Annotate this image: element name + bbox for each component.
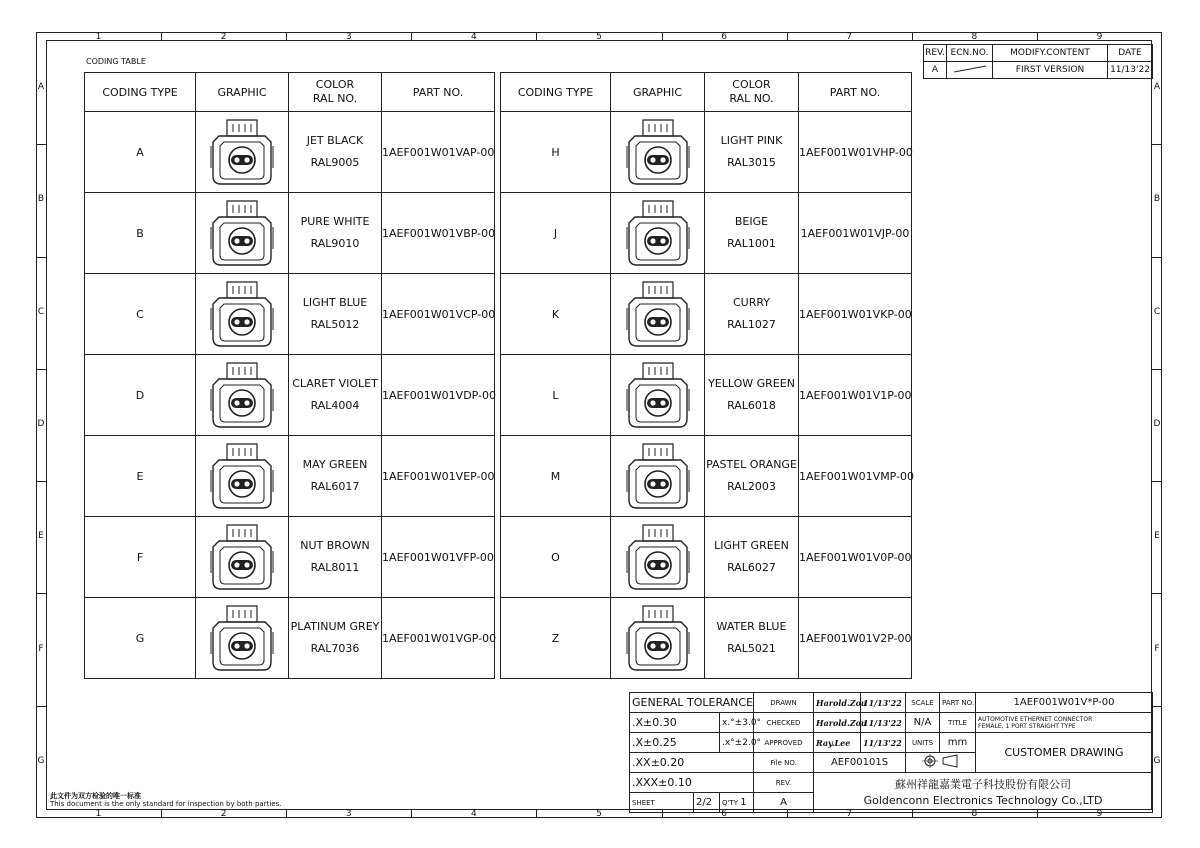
color-cell (289, 355, 382, 436)
tolerance-x: .X±0.30 (630, 713, 720, 733)
ecn-value (947, 62, 993, 79)
zone-column-number: 5 (596, 32, 602, 42)
zone-tick (36, 593, 46, 594)
zone-tick (36, 706, 46, 707)
connector-graphic-icon (207, 116, 277, 188)
ral-number: RAL2003 (727, 480, 776, 493)
zone-row-letter: C (37, 306, 45, 317)
zone-tick (1152, 706, 1162, 707)
color-name: YELLOW GREEN (708, 377, 795, 390)
drawn-signature: Harold.Zou (814, 693, 861, 713)
ecn-header: ECN.NO. (947, 45, 993, 62)
ral-number: RAL1027 (727, 318, 776, 331)
file-no-label: File NO. (754, 753, 814, 773)
table-row (85, 112, 495, 193)
zone-column-number: 1 (95, 809, 102, 819)
zone-row-letter: B (37, 194, 45, 205)
header-coding-type: CODING TYPE (501, 73, 611, 112)
connector-graphic-icon (207, 521, 277, 593)
zone-column-number: 2 (220, 32, 227, 42)
zone-tick (36, 481, 46, 482)
ral-number: RAL1001 (727, 237, 776, 250)
zone-tick (912, 32, 913, 40)
graphic-cell (611, 598, 705, 679)
table-row (85, 517, 495, 598)
part-no-cell: 1AEF001W01VHP-00 (799, 112, 912, 193)
color-cell (705, 517, 799, 598)
rev-value: A (924, 62, 947, 79)
zone-column-number: 2 (220, 809, 227, 819)
color-name: PASTEL ORANGE (706, 458, 797, 471)
ral-number: RAL9010 (310, 237, 360, 250)
header-color: COLOR RAL NO. (705, 73, 799, 112)
ral-number: RAL8011 (310, 561, 360, 574)
coding-type-cell: O (501, 517, 611, 598)
footer-note-en: This document is the only standard for inspection by both parties. (50, 800, 282, 808)
coding-type-cell: M (501, 436, 611, 517)
zone-row-letter: D (1153, 419, 1161, 429)
ral-number: RAL5021 (727, 642, 776, 655)
drawing-title: AUTOMOTIVE ETHERNET CONNECTOR FEMALE, 1 PORT STRAIGHT TYPE (976, 713, 1153, 733)
color-cell (289, 436, 382, 517)
coding-type-cell: F (85, 517, 196, 598)
rev-header: REV. (924, 45, 947, 62)
general-tolerance-label: GENERAL TOLERANCE (630, 693, 754, 713)
coding-type-cell: A (85, 112, 196, 193)
zone-tick (36, 369, 46, 370)
color-cell (289, 517, 382, 598)
coding-type-cell: B (85, 193, 196, 274)
graphic-cell (611, 436, 705, 517)
graphic-cell (196, 112, 289, 193)
header-part-no: PART NO. (382, 73, 495, 112)
zone-tick (1152, 144, 1162, 145)
zone-row-letter: D (37, 419, 45, 429)
zone-tick (411, 32, 412, 40)
connector-graphic-icon (207, 602, 277, 674)
header-color: COLOR RAL NO. (289, 73, 382, 112)
color-name: LIGHT GREEN (714, 539, 789, 552)
connector-graphic-icon (623, 116, 693, 188)
color-cell (289, 112, 382, 193)
zone-row-letter: A (1153, 82, 1161, 93)
footer-note-cn: 此文件为双方检验的唯一标准 (50, 792, 141, 800)
rev-value-title: A (754, 793, 814, 813)
color-cell (289, 193, 382, 274)
table-row (501, 193, 912, 274)
part-no-cell: 1AEF001W01VBP-00 (382, 193, 495, 274)
tolerance-angle-1: x.°±3.0° (720, 713, 754, 733)
connector-graphic-icon (207, 359, 277, 431)
connector-graphic-icon (623, 440, 693, 512)
part-no-cell: 1AEF001W01VGP-00 (382, 598, 495, 679)
zone-column-number: 9 (1096, 809, 1103, 819)
table-row (501, 436, 912, 517)
zone-row-letter: F (1154, 643, 1160, 654)
color-cell (705, 355, 799, 436)
connector-graphic-icon (207, 278, 277, 350)
coding-type-cell: L (501, 355, 611, 436)
color-name: CLARET VIOLET (292, 377, 378, 390)
zone-column-number: 4 (471, 32, 477, 42)
part-no-cell: 1AEF001W01VKP-00 (799, 274, 912, 355)
table-row (85, 193, 495, 274)
zone-column-number: 8 (971, 32, 978, 42)
sheet-value: 2/2 (694, 793, 720, 813)
graphic-cell (611, 517, 705, 598)
approved-signature: Ray.Lee (814, 733, 861, 753)
zone-tick (36, 144, 46, 145)
units-value: mm (940, 733, 976, 753)
table-row (85, 598, 495, 679)
color-cell (705, 112, 799, 193)
table-row (85, 274, 495, 355)
coding-type-cell: J (501, 193, 611, 274)
table-row (501, 274, 912, 355)
color-cell (705, 436, 799, 517)
color-name: BEIGE (734, 215, 769, 228)
color-name: PURE WHITE (300, 215, 370, 228)
revision-table (923, 44, 1153, 79)
zone-row-letter: A (37, 82, 45, 93)
ral-number: RAL3015 (727, 156, 776, 169)
color-cell (289, 598, 382, 679)
ral-number: RAL5012 (310, 318, 360, 331)
part-no-cell: 1AEF001W01V0P-00 (799, 517, 912, 598)
drawn-date: 11/13'22 (861, 693, 906, 713)
part-no-cell: 1AEF001W01V2P-00 (799, 598, 912, 679)
modify-content-value: FIRST VERSION (993, 62, 1108, 79)
graphic-cell (196, 274, 289, 355)
connector-graphic-icon (207, 440, 277, 512)
graphic-cell (611, 193, 705, 274)
table-row (501, 112, 912, 193)
units-label: UNITS (906, 733, 940, 753)
part-no-cell: 1AEF001W01VAP-00 (382, 112, 495, 193)
zone-row-letter: E (1154, 531, 1160, 542)
ecn-slash-mark (950, 64, 990, 74)
connector-graphic-icon (623, 359, 693, 431)
ral-number: RAL6018 (727, 399, 776, 412)
coding-type-cell: D (85, 355, 196, 436)
title-label: TITLE (940, 713, 976, 733)
ral-number: RAL6017 (310, 480, 360, 493)
zone-column-number: 4 (471, 809, 477, 819)
header-graphic: GRAPHIC (611, 73, 705, 112)
graphic-cell (196, 598, 289, 679)
company-name: 蘇州祥龍嘉業電子科技股份有限公司 Goldenconn Electronics Technology Co.,LTD (814, 773, 1153, 813)
zone-column-number: 7 (846, 809, 853, 819)
zone-column-number: 3 (345, 32, 352, 42)
part-no-cell: 1AEF001W01VDP-00 (382, 355, 495, 436)
graphic-cell (196, 517, 289, 598)
checked-label: CHECKED (754, 713, 814, 733)
approved-date: 11/13'22 (861, 733, 906, 753)
connector-graphic-icon (623, 197, 693, 269)
table-row (501, 517, 912, 598)
zone-row-letter: C (1153, 306, 1161, 317)
connector-graphic-icon (623, 521, 693, 593)
checked-signature: Harold.Zou (814, 713, 861, 733)
color-name: PLATINUM GREY (290, 620, 380, 633)
part-no-cell: 1AEF001W01V1P-00 (799, 355, 912, 436)
zone-tick (286, 810, 287, 818)
zone-tick (787, 32, 788, 40)
table-title: CODING TABLE (86, 57, 146, 66)
color-cell (289, 274, 382, 355)
zone-tick (536, 810, 537, 818)
ral-number: RAL6027 (727, 561, 776, 574)
color-name: MAY GREEN (302, 458, 368, 471)
zone-tick (411, 810, 412, 818)
coding-type-cell: C (85, 274, 196, 355)
date-value: 11/13'22 (1108, 62, 1153, 79)
date-header: DATE (1108, 45, 1153, 62)
rev-label: REV. (754, 773, 814, 793)
color-name: NUT BROWN (300, 539, 370, 552)
file-no-value: AEF00101S (814, 753, 906, 773)
color-name: LIGHT BLUE (302, 296, 368, 309)
color-name: LIGHT PINK (720, 134, 783, 147)
part-no-cell: 1AEF001W01VFP-00 (382, 517, 495, 598)
table-row (85, 355, 495, 436)
zone-column-number: 5 (596, 809, 602, 819)
qty-label: Q'TY 1 (720, 793, 754, 813)
connector-graphic-icon (207, 197, 277, 269)
zone-tick (36, 257, 46, 258)
zone-column-number: 9 (1096, 32, 1103, 42)
approved-label: APPROVED (754, 733, 814, 753)
graphic-cell (196, 436, 289, 517)
coding-type-cell: G (85, 598, 196, 679)
coding-table-left (84, 72, 495, 679)
zone-column-number: 6 (721, 32, 727, 42)
zone-tick (1037, 32, 1038, 40)
graphic-cell (611, 112, 705, 193)
table-row (85, 436, 495, 517)
color-cell (705, 193, 799, 274)
tolerance-angle-2: .x°±2.0° (720, 733, 754, 753)
zone-row-letter: G (37, 755, 45, 766)
zone-row-letter: G (1153, 755, 1161, 766)
tolerance-xx: .X±0.25 (630, 733, 720, 753)
connector-graphic-icon (623, 602, 693, 674)
header-part-no: PART NO. (799, 73, 912, 112)
color-name: CURRY (732, 296, 771, 309)
part-no-cell: 1AEF001W01VMP-00 (799, 436, 912, 517)
table-row (501, 598, 912, 679)
coding-type-cell: H (501, 112, 611, 193)
header-coding-type: CODING TYPE (85, 73, 196, 112)
zone-tick (1152, 369, 1162, 370)
title-block (629, 692, 1153, 813)
coding-table-right (500, 72, 915, 679)
tolerance-xxx: .XX±0.20 (630, 753, 754, 773)
zone-column-number: 6 (721, 809, 727, 819)
part-no-cell: 1AEF001W01VCP-00 (382, 274, 495, 355)
part-no-label: PART NO. (940, 693, 976, 713)
scale-label: SCALE (906, 693, 940, 713)
color-cell (705, 598, 799, 679)
connector-graphic-icon (623, 278, 693, 350)
zone-row-letter: F (38, 643, 44, 654)
scale-value: N/A (906, 713, 940, 733)
zone-tick (662, 32, 663, 40)
zone-tick (286, 32, 287, 40)
header-graphic: GRAPHIC (196, 73, 289, 112)
color-name: WATER BLUE (716, 620, 787, 633)
coding-type-cell: Z (501, 598, 611, 679)
table-row (501, 355, 912, 436)
zone-row-letter: E (38, 531, 44, 542)
graphic-cell (611, 355, 705, 436)
part-no-cell: 1AEF001W01VEP-00 (382, 436, 495, 517)
zone-tick (1152, 481, 1162, 482)
graphic-cell (196, 355, 289, 436)
zone-column-number: 7 (846, 32, 853, 42)
document-type: CUSTOMER DRAWING (976, 733, 1153, 773)
zone-tick (161, 810, 162, 818)
part-no-cell: 1AEF001W01VJP-00 (799, 193, 912, 274)
zone-column-number: 8 (971, 809, 978, 819)
coding-type-cell: K (501, 274, 611, 355)
coding-type-cell: E (85, 436, 196, 517)
ral-number: RAL7036 (310, 642, 360, 655)
zone-tick (1152, 593, 1162, 594)
zone-tick (161, 32, 162, 40)
graphic-cell (196, 193, 289, 274)
projection-symbol-icon (906, 753, 976, 773)
tolerance-xxxx: .XXX±0.10 (630, 773, 754, 793)
zone-column-number: 3 (345, 809, 352, 819)
graphic-cell (611, 274, 705, 355)
color-name: JET BLACK (306, 134, 364, 147)
color-cell (705, 274, 799, 355)
zone-tick (536, 32, 537, 40)
ral-number: RAL9005 (310, 156, 360, 169)
zone-tick (1152, 257, 1162, 258)
ral-number: RAL4004 (310, 399, 360, 412)
checked-date: 11/13'22 (861, 713, 906, 733)
part-no-value: 1AEF001W01V*P-00 (976, 693, 1153, 713)
zone-row-letter: B (1153, 194, 1161, 205)
sheet-label: SHEET (630, 793, 694, 813)
drawn-label: DRAWN (754, 693, 814, 713)
modify-content-header: MODIFY.CONTENT (993, 45, 1108, 62)
zone-column-number: 1 (95, 32, 102, 42)
